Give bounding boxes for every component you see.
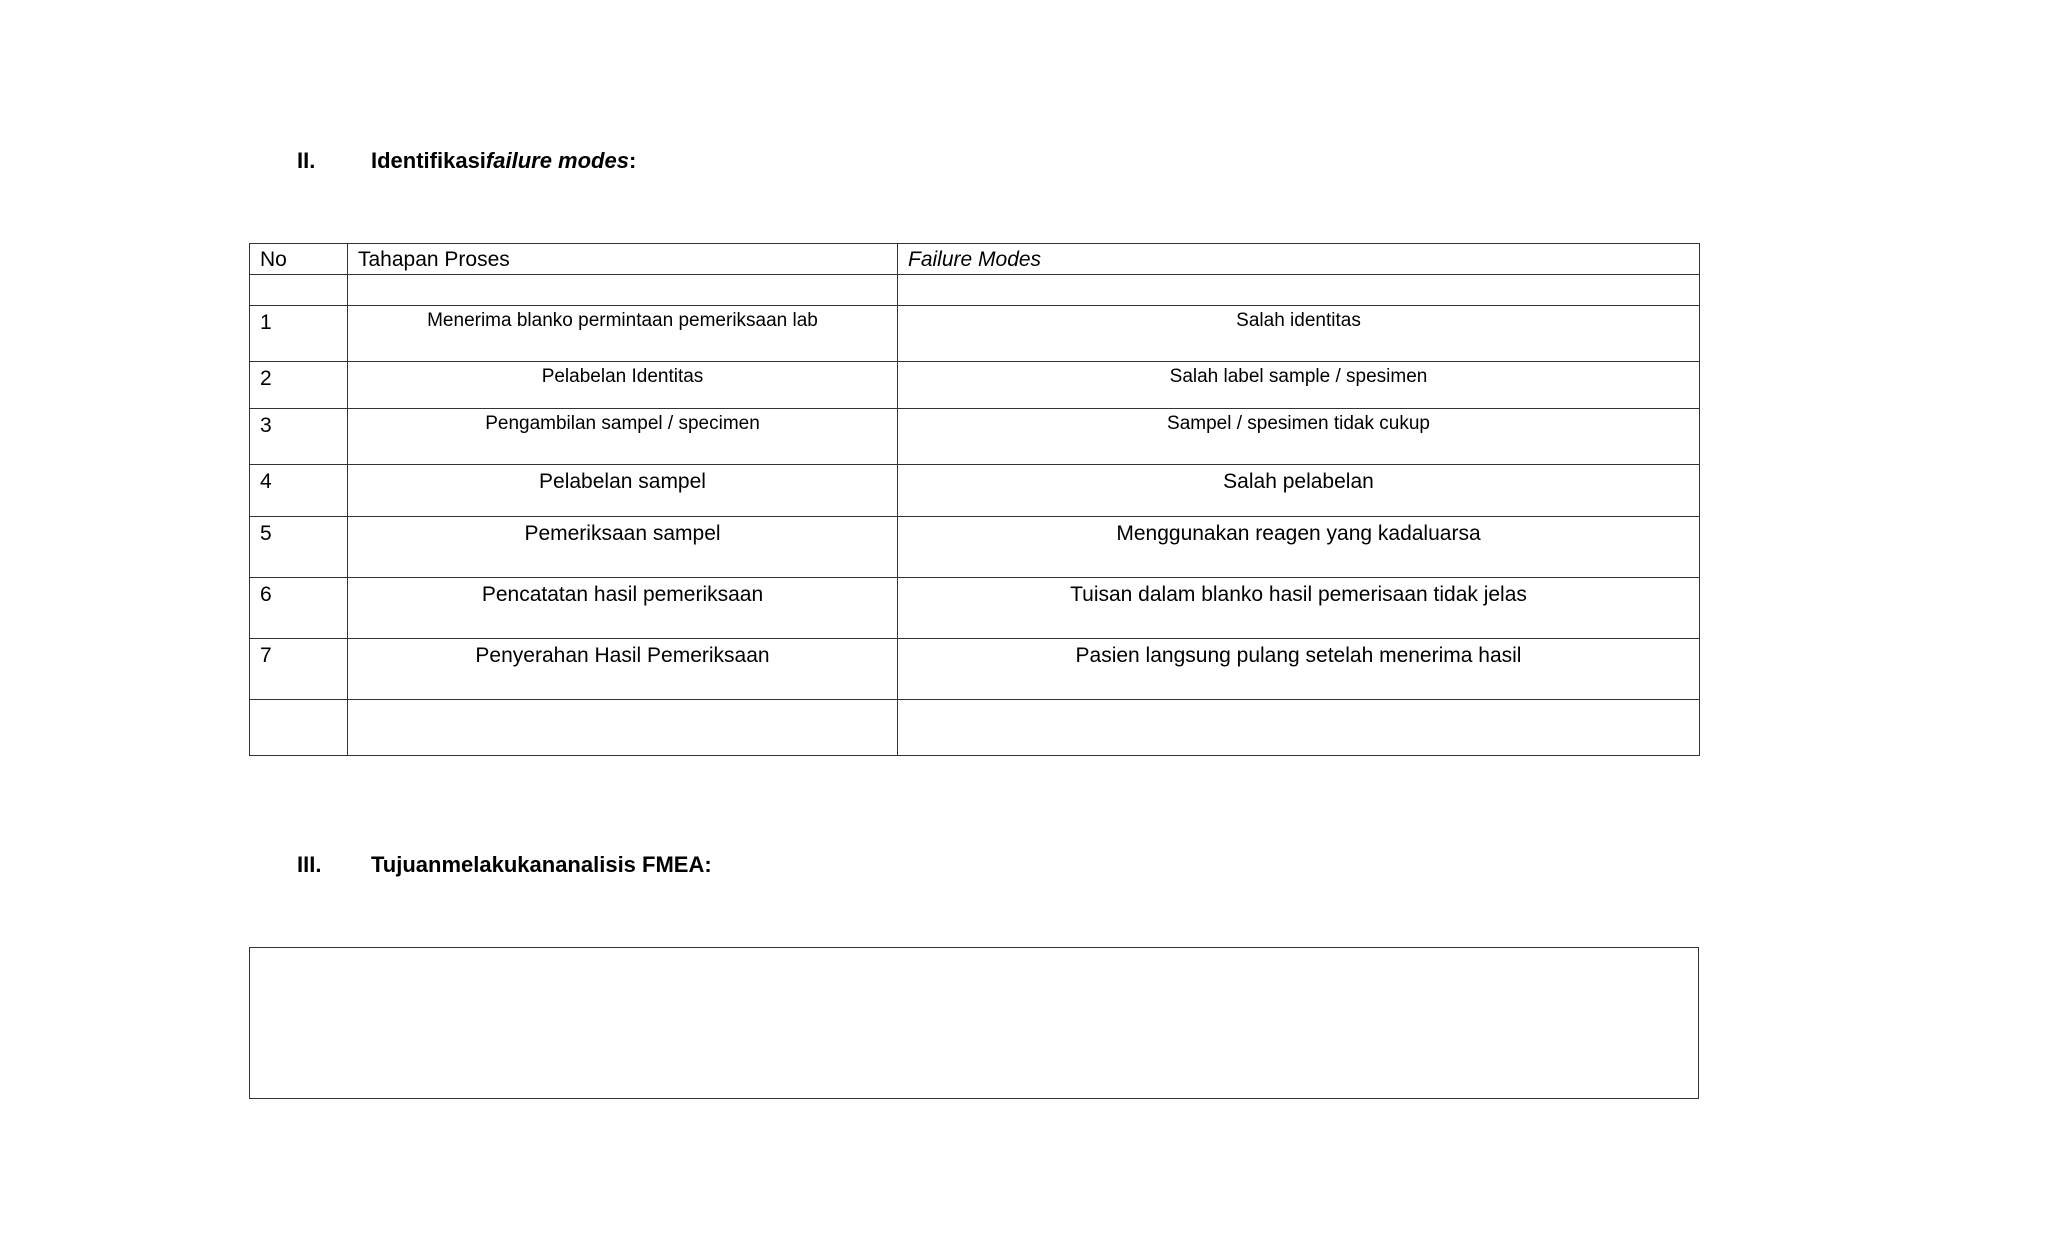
row-process: Pemeriksaan sampel [348,517,898,578]
section-heading-tujuan [297,852,712,878]
row-no: 2 [250,362,348,409]
section-title-italic: failure modes [485,148,629,173]
section-number: II. [297,148,316,173]
row-process: Penyerahan Hasil Pemeriksaan [348,639,898,700]
row-process: Pelabelan sampel [348,465,898,517]
section-title: Tujuanmelakukananalisis FMEA: [371,852,712,877]
failure-modes-table [249,243,1700,756]
row-process: Pengambilan sampel / specimen [348,409,898,465]
table-row [250,639,1700,700]
row-failure: Salah identitas [898,306,1700,362]
table-header-row [250,244,1700,275]
row-failure: Salah label sample / spesimen [898,362,1700,409]
table-cell [898,275,1700,306]
table-cell [348,700,898,756]
row-failure: Salah pelabelan [898,465,1700,517]
row-process: Pelabelan Identitas [348,362,898,409]
section-number: III. [297,852,322,877]
row-failure: Pasien langsung pulang setelah menerima hasil [898,639,1700,700]
section-title: Identifikasi [371,148,486,173]
row-process: Menerima blanko permintaan pemeriksaan lab [348,306,898,362]
section-title-colon: : [628,148,637,173]
table-row [250,517,1700,578]
fmea-purpose-box [249,947,1699,1099]
row-no: 1 [250,306,348,362]
row-failure: Menggunakan reagen yang kadaluarsa [898,517,1700,578]
row-failure: Sampel / spesimen tidak cukup [898,409,1700,465]
header-process: Tahapan Proses [348,244,898,275]
table-row-empty [250,700,1700,756]
table-cell [250,700,348,756]
header-failure-modes: Failure Modes [898,244,1700,275]
row-no: 6 [250,578,348,639]
table-row [250,465,1700,517]
table-cell [250,275,348,306]
table-row-empty [250,275,1700,306]
table-cell [348,275,898,306]
table-cell [898,700,1700,756]
table-row [250,409,1700,465]
header-no: No [250,244,348,275]
row-no: 5 [250,517,348,578]
row-failure: Tuisan dalam blanko hasil pemerisaan tidak jelas [898,578,1700,639]
table-row [250,362,1700,409]
section-heading-identifikasi [297,148,636,174]
row-process: Pencatatan hasil pemeriksaan [348,578,898,639]
row-no: 4 [250,465,348,517]
table-row [250,306,1700,362]
table-row [250,578,1700,639]
row-no: 7 [250,639,348,700]
row-no: 3 [250,409,348,465]
